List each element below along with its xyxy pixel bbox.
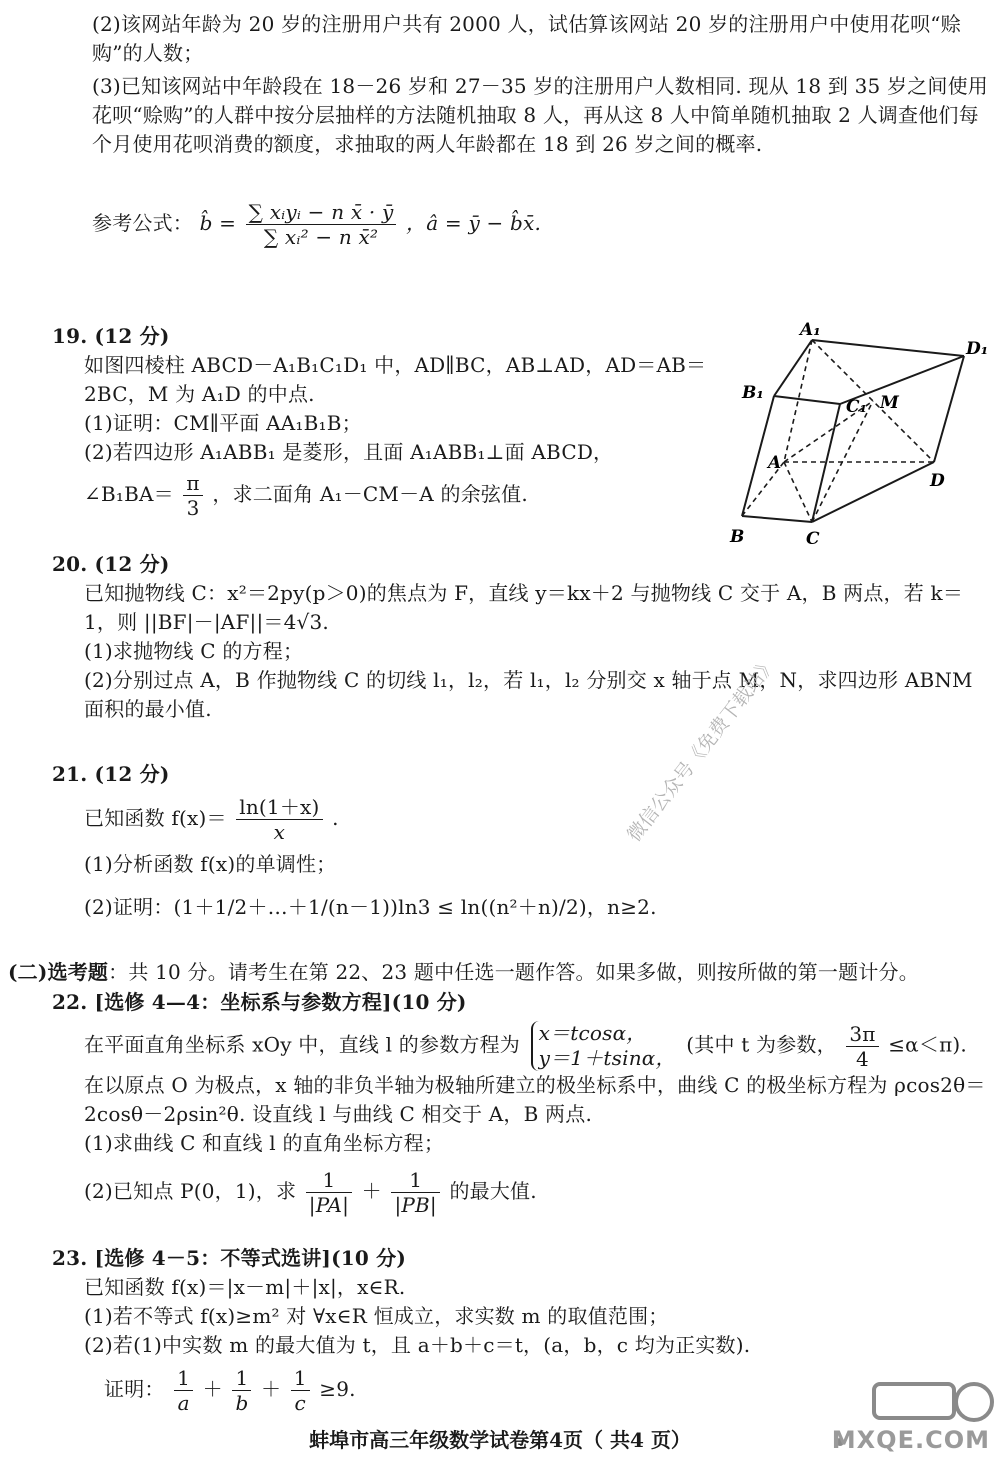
plus-2: ＋ (261, 1377, 282, 1401)
param-eq-y: y＝1＋tsinα， (538, 1046, 676, 1070)
q22-stem-mid: (其中 t 为参数， (686, 1032, 837, 1057)
q22-part2-pre: (2)已知点 P(0，1)，求 (84, 1179, 297, 1203)
q19-stem: 如图四棱柱 ABCD－A₁B₁C₁D₁ 中，AD∥BC，AB⊥AD，AD＝AB＝2BC，M 为 A₁D 的中点. (84, 353, 707, 406)
frac-c-num: 1 (291, 1366, 310, 1391)
q23-proof-post: ≥9. (319, 1377, 356, 1401)
optional-intro (8, 958, 998, 987)
q19-header: 19. (12 分) (52, 324, 170, 348)
frac-a-den: a (177, 1391, 190, 1415)
label-A: A (768, 453, 782, 473)
q20-part1: (1)求抛物线 C 的方程； (84, 639, 304, 663)
q20-part2: (2)分别过点 A，B 作抛物线 C 的切线 l₁，l₂，若 l₁，l₂ 分别交 x 轴于点 M，N，求四边形 ABNM 面积的最小值. (84, 668, 973, 721)
b-hat: b̂ = (199, 211, 237, 235)
three-pi-num: 3π (846, 1022, 878, 1047)
q22 (52, 988, 992, 1217)
formula-label: 参考公式： (92, 211, 193, 235)
prism-figure (728, 320, 996, 550)
q22-plus: ＋ (361, 1179, 382, 1203)
optional-intro-bold: (二)选考题 (8, 960, 109, 984)
q22-header: 22. [选修 4—4：坐标系与参数方程](10 分) (52, 990, 467, 1014)
three-pi-over-4 (846, 1022, 878, 1071)
q20-stem: 已知抛物线 C：x²＝2py(p＞0)的焦点为 F，直线 y＝kx＋2 与抛物线 C 交于 A，B 两点，若 k＝1，则 ||BF|－|AF||＝4√3. (84, 581, 964, 634)
q23-part1: (1)若不等式 f(x)≥m² 对 ∀x∈R 恒成立，求实数 m 的取值范围； (84, 1304, 669, 1328)
frac-b-num: 1 (232, 1366, 251, 1391)
b-hat-denominator: ∑ xᵢ² − n x̄² (263, 225, 379, 249)
label-C: C (806, 529, 820, 549)
q22-frac-pa-den: |PA| (308, 1193, 350, 1217)
q22-frac-pa-num: 1 (306, 1168, 352, 1193)
b-hat-numerator: ∑ xᵢyᵢ − n x̄ · ȳ (246, 200, 397, 225)
q20 (52, 550, 992, 724)
q19-part2: (2)若四边形 A₁ABB₁ 是菱形，且面 A₁ABB₁⊥面 ABCD， (84, 440, 614, 464)
b-hat-fraction (246, 200, 397, 249)
q23-proof-pre: 证明： (104, 1377, 165, 1401)
param-eq-x: x＝tcosα， (538, 1021, 647, 1045)
three-pi-den: 4 (856, 1046, 869, 1071)
frac-b-den: b (235, 1391, 249, 1415)
q19-part2b-text: ，求二面角 A₁－CM－A 的余弦值. (212, 482, 528, 506)
optional-intro-text: ：共 10 分。请考生在第 22、23 题中任选一题作答。如果多做，则按所做的第一题计分。 (108, 960, 919, 984)
label-C1: C₁ (846, 397, 867, 417)
q22-stem (52, 1021, 992, 1129)
q21-fraction-den: x (273, 820, 286, 844)
q23-stem: 已知函数 f(x)＝|x－m|＋|x|，x∈R. (84, 1275, 406, 1299)
q22-part2 (52, 1168, 992, 1217)
q21-header: 21. (12 分) (52, 762, 170, 786)
q22-frac-pa (306, 1168, 352, 1217)
label-B1: B₁ (742, 383, 764, 403)
frac-1-over-b (232, 1366, 251, 1415)
q21-stem-post: . (332, 806, 339, 830)
label-B: B (730, 527, 745, 547)
q22-frac-pb-num: 1 (391, 1168, 439, 1193)
plus-1: ＋ (202, 1377, 223, 1401)
watermark-text: 微信公众号《免费下载站》 (623, 652, 781, 847)
frac-1-over-c (291, 1366, 310, 1415)
q21-fraction-num: ln(1＋x) (236, 795, 322, 820)
page-footer: 蚌埠市高三年级数学试卷第4页（ 共4 页） (309, 1428, 691, 1452)
pi-over-3-num: π (183, 471, 202, 496)
label-M: M (880, 393, 899, 413)
q23-header: 23. [选修 4－5：不等式选讲](10 分) (52, 1246, 406, 1270)
q21-part1: (1)分析函数 f(x)的单调性； (84, 852, 337, 876)
q18-part3 (92, 72, 992, 159)
pi-over-3-den: 3 (186, 496, 200, 520)
site-logo-text: MXQE.COM (831, 1426, 990, 1454)
q21-stem-pre: 已知函数 f(x)＝ (84, 806, 227, 830)
q22-frac-pb-den: |PB| (394, 1193, 437, 1217)
q18-formula (92, 200, 992, 249)
q21-part2: (2)证明：(1＋1/2＋…＋1/(n－1))ln3 ≤ ln((n²＋n)/2)，n≥2. (84, 895, 657, 919)
frac-a-num: 1 (174, 1366, 193, 1391)
q18-part2-text: (2)该网站年龄为 20 岁的注册用户共有 2000 人，试估算该网站 20 岁的注册用户中使用花呗“赊购”的人数； (92, 12, 961, 65)
q20-header: 20. (12 分) (52, 552, 170, 576)
q21-stem (52, 795, 832, 844)
q22-frac-pb (391, 1168, 439, 1217)
q22-stem-pre: 在平面直角坐标系 xOy 中，直线 l 的参数方程为 (84, 1032, 521, 1057)
q18-part2 (92, 10, 992, 68)
frac-c-den: c (294, 1391, 306, 1415)
q18-part3-text: (3)已知该网站中年龄段在 18－26 岁和 27－35 岁的注册用户人数相同. 现从 18 到 35 岁之间使用花呗“赊购”的人群中按分层抽样的方法随机抽取 8 人，再从这 8 人中简单随机抽取 2 人调查他们每个月使用花呗消费的额度，求抽取的两人年龄都在 18 到 26 岁之间的概率. (92, 74, 988, 156)
frac-1-over-a (174, 1366, 193, 1415)
q22-stem-post: ≤α＜π). 在以原点 O 为极点，x 轴的非负半轴为极轴所建立的极坐标系中，曲线 C 的极坐标方程为 ρcos2θ＝2cosθ－2ρsin²θ. 设直线 l 与曲线 C 相交于 A，B 两点. (84, 1032, 986, 1126)
q19-part2b (52, 471, 712, 520)
a-hat: ，â = ȳ − b̂x̄. (406, 211, 542, 235)
q22-part2-post: 的最大值. (449, 1179, 537, 1203)
q19 (52, 322, 712, 520)
pi-over-3 (183, 471, 202, 520)
label-D: D (930, 471, 945, 491)
angle-text: ∠B₁BA＝ (84, 482, 174, 506)
q23-part2: (2)若(1)中实数 m 的最大值为 t，且 a＋b＋c＝t，(a，b，c 均为正实数). (84, 1333, 751, 1357)
q21-fraction (236, 795, 322, 844)
label-A1: A₁ (800, 320, 821, 340)
q19-part1: (1)证明：CM∥平面 AA₁B₁B； (84, 411, 362, 435)
q21 (52, 760, 832, 922)
q22-part1: (1)求曲线 C 和直线 l 的直角坐标方程； (84, 1131, 445, 1155)
param-equations (531, 1021, 676, 1071)
label-D1: D₁ (966, 339, 989, 359)
